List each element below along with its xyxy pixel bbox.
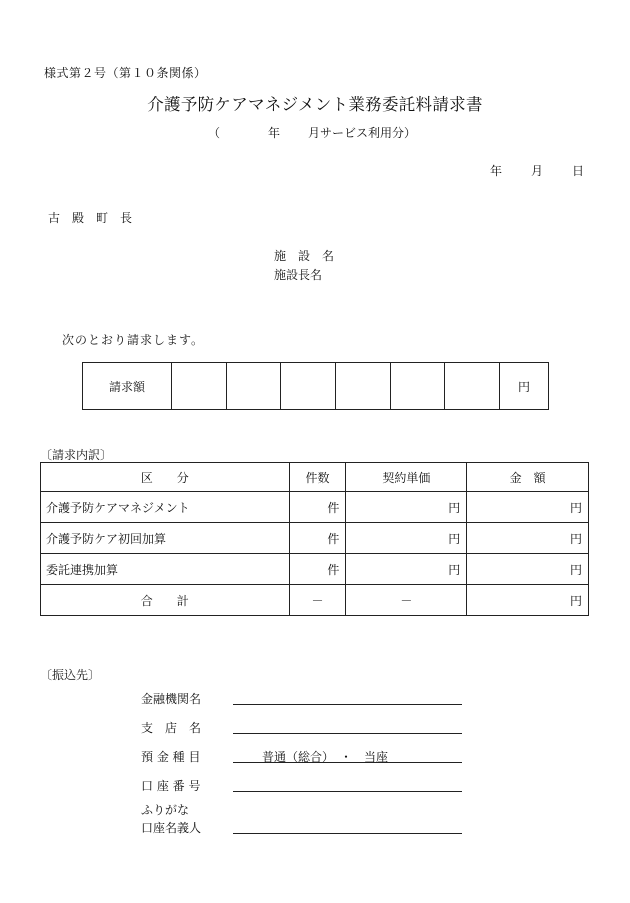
header-amount: 金 額 (467, 463, 589, 492)
account-holder-label: 口座名義人 (141, 821, 202, 835)
total-unit-price: － (346, 585, 467, 616)
table-row (41, 554, 589, 585)
period-open-paren: （ (208, 126, 221, 140)
bank-name-label: 金融機関名 (141, 692, 202, 706)
furigana-label: ふりがな (141, 803, 190, 817)
breakdown-table (40, 462, 589, 616)
row-unit-price[interactable]: 円 (346, 523, 467, 554)
deposit-type-value[interactable]: 普通（総合） ・ 当座 (262, 750, 389, 764)
row-amount[interactable]: 円 (467, 554, 589, 585)
facility-head-label: 施設長名 (274, 268, 323, 282)
row-amount[interactable]: 円 (467, 492, 589, 523)
total-label: 合 計 (41, 585, 290, 616)
row-count[interactable]: 件 (289, 523, 346, 554)
date-day-label: 日 (572, 164, 585, 178)
period-year-label: 年 (268, 126, 281, 140)
bank-name-field[interactable] (233, 704, 462, 705)
row-item: 委託連携加算 (41, 554, 290, 585)
amount-digit-cell[interactable] (281, 363, 336, 410)
date-year-label: 年 (490, 164, 503, 178)
breakdown-title: 〔請求内訳〕 (40, 448, 113, 462)
row-unit-price[interactable]: 円 (346, 492, 467, 523)
addressee: 古 殿 町 長 (48, 211, 133, 225)
form-number: 様式第２号（第１０条関係） (44, 66, 207, 80)
row-item: 介護予防ケアマネジメント (41, 492, 290, 523)
document-title: 介護予防ケアマネジメント業務委託料請求書 (147, 95, 483, 114)
intro-text: 次のとおり請求します。 (62, 333, 205, 347)
header-unit-price: 契約単価 (346, 463, 467, 492)
account-number-field[interactable] (233, 791, 462, 792)
row-count[interactable]: 件 (289, 554, 346, 585)
deposit-type-field (233, 762, 462, 763)
deposit-type-label: 預 金 種 目 (141, 750, 201, 764)
date-month-label: 月 (531, 164, 544, 178)
account-holder-field[interactable] (233, 833, 462, 834)
amount-digit-cell[interactable] (335, 363, 390, 410)
row-count[interactable]: 件 (289, 492, 346, 523)
amount-digit-cell[interactable] (390, 363, 445, 410)
amount-digit-cell[interactable] (226, 363, 281, 410)
header-count: 件数 (289, 463, 346, 492)
amount-box (82, 362, 549, 410)
period-month-label: 月サービス利用分） (308, 126, 417, 140)
row-unit-price[interactable]: 円 (346, 554, 467, 585)
branch-name-field[interactable] (233, 733, 462, 734)
row-item: 介護予防ケア初回加算 (41, 523, 290, 554)
transfer-title: 〔振込先〕 (40, 668, 101, 682)
table-row (41, 523, 589, 554)
branch-name-label: 支 店 名 (141, 721, 202, 735)
account-number-label: 口 座 番 号 (141, 779, 201, 793)
header-category: 区 分 (41, 463, 290, 492)
breakdown-header-row (41, 463, 589, 492)
row-amount[interactable]: 円 (467, 523, 589, 554)
amount-label: 請求額 (83, 363, 172, 410)
total-amount[interactable]: 円 (467, 585, 589, 616)
table-row (41, 492, 589, 523)
amount-unit: 円 (500, 363, 549, 410)
total-row (41, 585, 589, 616)
amount-digit-cell[interactable] (445, 363, 500, 410)
amount-digit-cell[interactable] (172, 363, 227, 410)
total-count: － (289, 585, 346, 616)
facility-name-label: 施 設 名 (274, 249, 335, 263)
